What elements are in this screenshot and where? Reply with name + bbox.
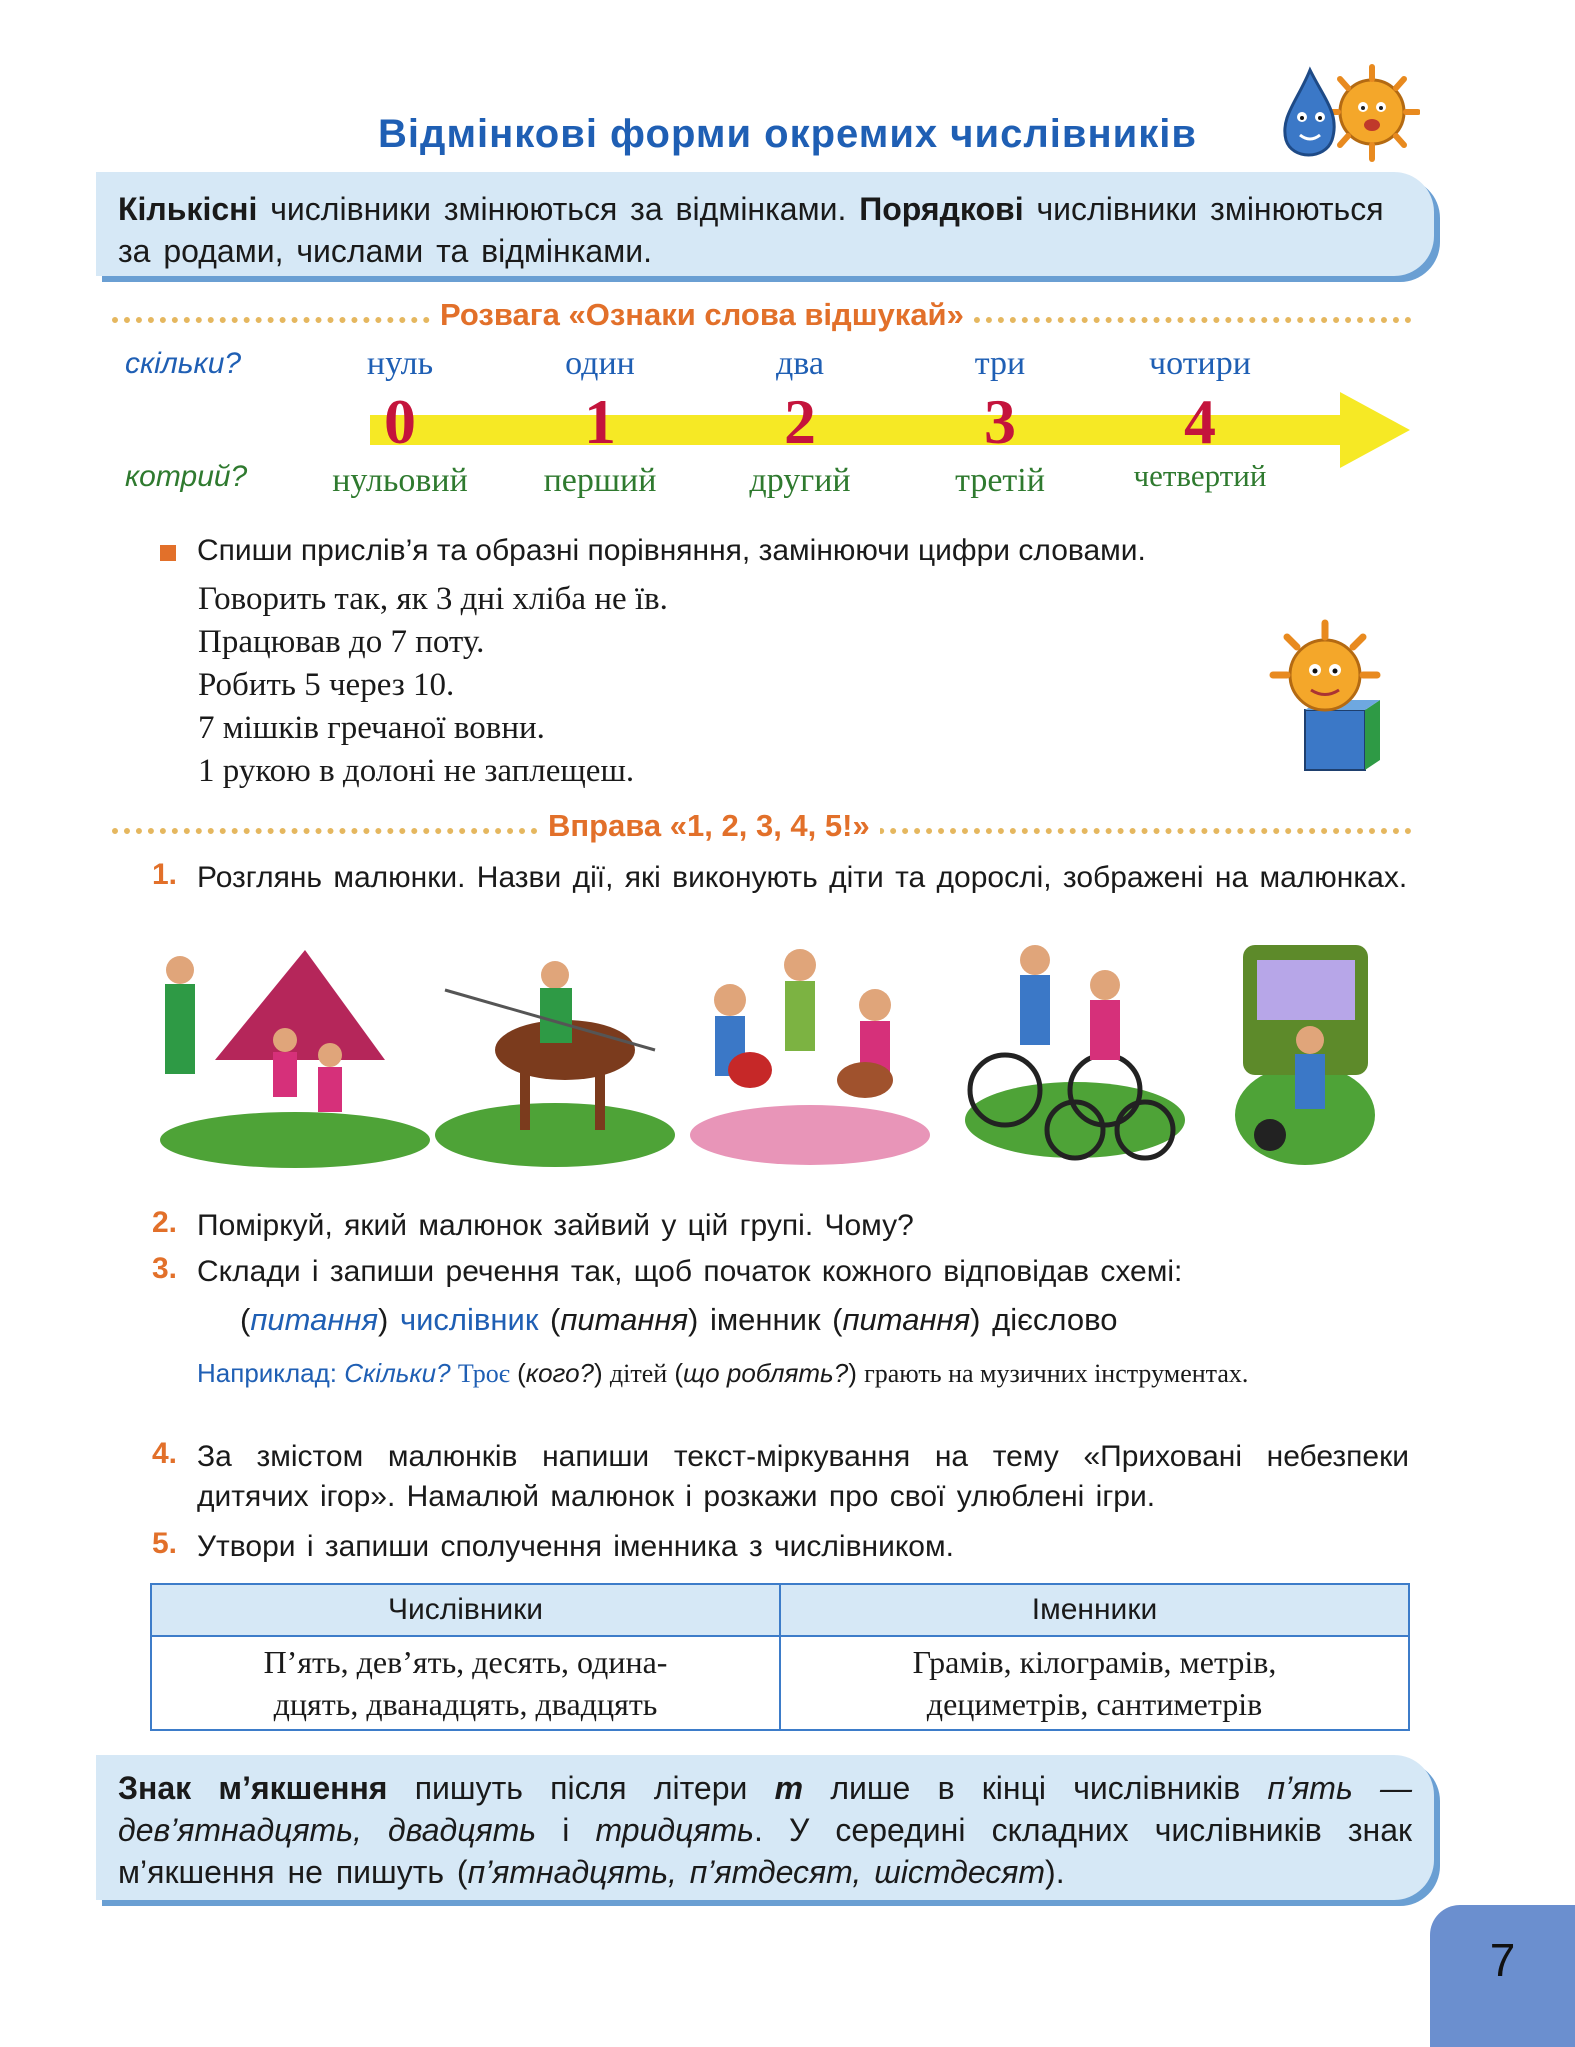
table-row <box>151 1636 1409 1730</box>
task-number: 2. <box>152 1206 178 1239</box>
term-ordinal: Порядкові <box>859 191 1024 227</box>
rule-box-cases <box>96 172 1434 276</box>
task-5-text: Утвори і запиши сполучення іменника з числівником. <box>197 1530 954 1563</box>
proverb-line: 1 рукою в долоні не заплещеш. <box>198 753 635 789</box>
table-header-row <box>151 1584 1409 1636</box>
task-number: 4. <box>152 1437 178 1470</box>
ordinal-word: другий <box>749 462 851 499</box>
task-3-text: Склади і запиши речення так, щоб початок кожного відповідав схемі: <box>197 1255 1183 1288</box>
task-1-text: Розглянь малюнки. Назви дії, які виконують діти та дорослі, зображені на малюнках. <box>197 861 1408 894</box>
example-block: Наприклад: Скільки? Троє (кого?) дітей (що роблять?) грають на музичних інструментах. <box>197 1358 1249 1388</box>
digit: 2 <box>784 386 816 457</box>
number-word: чотири <box>1149 345 1251 382</box>
task-number: 5. <box>152 1527 178 1560</box>
horseman-picture <box>435 961 675 1167</box>
number-word: нуль <box>366 345 434 382</box>
number-word: три <box>974 345 1026 382</box>
number-word: один <box>565 345 635 382</box>
table-header: Іменники <box>780 1584 1409 1636</box>
task-4-text: За змістом малюнків напиши текст-міркування на тему «Приховані небезпеки дитячих ігор». Намалюй малюнок і розкажи про свої улюблені ігри. <box>197 1440 1409 1513</box>
proverb-line: Працював до 7 поту. <box>198 624 485 660</box>
proverb-line: Робить 5 через 10. <box>198 667 455 703</box>
table-cell-nouns: Грамів, кілограмів, метрів, дециметрів, сантиметрів <box>780 1636 1409 1730</box>
ordinal-word: перший <box>543 462 657 499</box>
task-number: 3. <box>152 1252 178 1285</box>
music-band-picture <box>690 949 930 1165</box>
game-title: Розвага «Ознаки слова відшукай» <box>430 297 974 333</box>
question-how-many: скільки? <box>125 347 242 380</box>
table-cell-numerals: П’ять, дев’ять, десять, одина- дцять, дванадцять, двадцять <box>151 1636 780 1730</box>
task-number: 1. <box>152 858 178 891</box>
rule-text: числівники змінюються за відмінками. <box>257 191 860 227</box>
bullet-square-icon <box>160 545 176 561</box>
proverb-line: Говорить так, як 3 дні хліба не їв. <box>198 581 668 617</box>
digit: 1 <box>584 386 616 457</box>
sun-on-cube-icon <box>1265 615 1385 775</box>
rule-box-soft-sign: Знак м’якшення пишуть після літери т лише в кінці числівників п’ять — дев’ятнадцять, двадцять і тридцять. У середині складних числівників знак м’якшення не пишуть (п’ятнадцять, п’ятдесят, шістдесят). <box>96 1755 1434 1900</box>
task-instruction: Спиши прислів’я та образні порівняння, замінюючи цифри словами. <box>197 534 1146 567</box>
task-2-text: Поміркуй, який малюнок зайвий у цій групі. Чому? <box>197 1209 914 1242</box>
question-which: котрий? <box>125 460 248 493</box>
table-header: Числівники <box>151 1584 780 1636</box>
page-number: 7 <box>1430 1905 1575 2047</box>
digit: 4 <box>1184 386 1216 457</box>
numerals-nouns-table <box>150 1583 1410 1731</box>
proverbs-list <box>198 578 668 793</box>
ordinal-word: четвертий <box>1133 458 1267 493</box>
ordinal-word: нульовий <box>332 462 468 499</box>
sun-icon <box>1326 67 1418 159</box>
truck-boy-picture <box>1235 945 1375 1165</box>
rule-text: числівники змінюються за родами, числами та відмінками. <box>118 191 1384 269</box>
mascot-drop-sun-icon <box>1270 55 1420 170</box>
illustrations-row <box>155 930 1380 1170</box>
exercise-title: Вправа «1, 2, 3, 4, 5!» <box>538 808 880 844</box>
water-drop-icon <box>1285 70 1334 155</box>
cycling-family-picture <box>965 945 1185 1158</box>
camping-picture <box>160 950 430 1168</box>
digit: 3 <box>984 386 1016 457</box>
number-word: два <box>776 345 824 382</box>
digit: 0 <box>384 386 416 457</box>
ordinal-word: третій <box>955 462 1045 499</box>
term-cardinal: Кількісні <box>118 191 258 227</box>
sentence-scheme: (питання) числівник (питання) іменник (питання) дієслово <box>240 1302 1118 1337</box>
page-title: Відмінкові форми окремих числівників <box>378 112 1197 156</box>
proverb-line: 7 мішків гречаної вовни. <box>198 710 545 746</box>
